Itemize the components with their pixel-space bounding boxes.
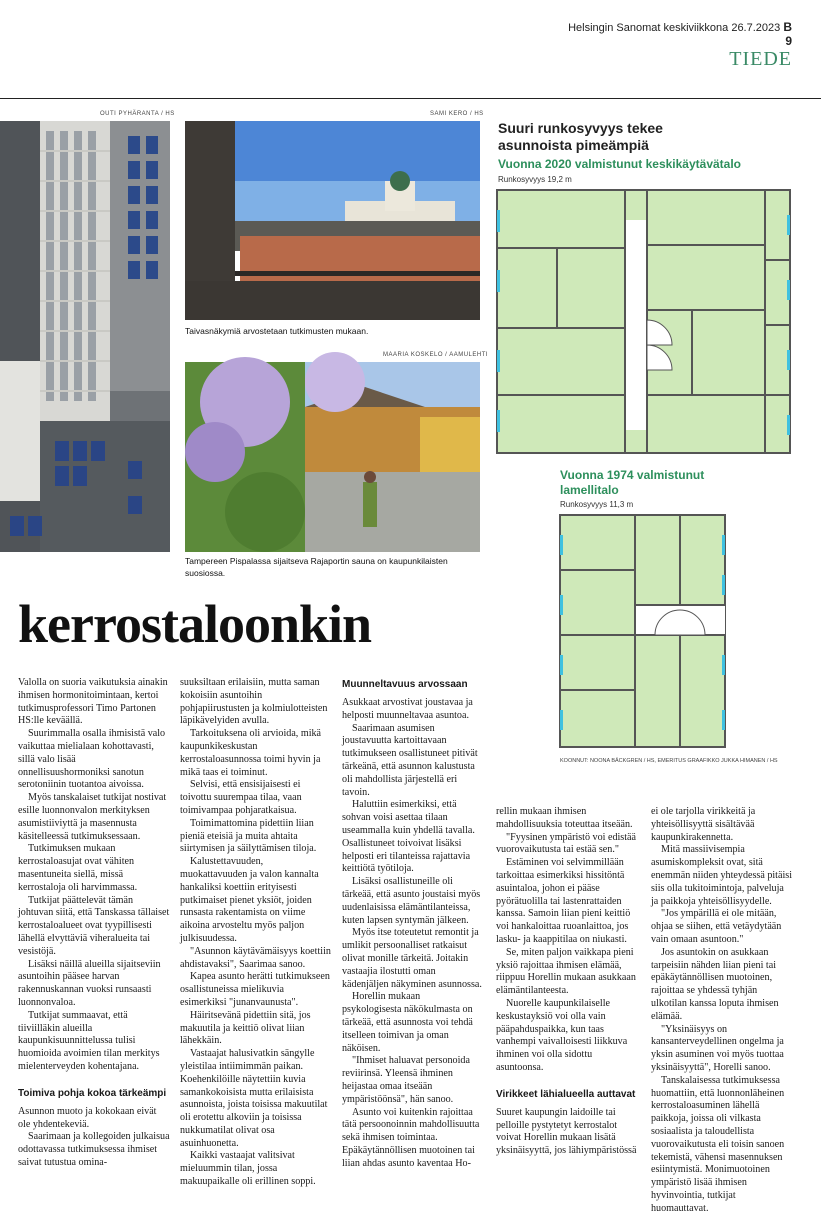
col4-p6: Suuret kaupungin laidoille tai pelloille pystytetyt kerrostalot voivat Horellin mukaan lisätä yksinäisyyttä, jos lähiympäristössä (496, 1106, 637, 1157)
section-label: TIEDE (729, 48, 792, 70)
col4-p3: Estäminen voi selvimmillään tarkoittaa esimerkiksi hissitöntä asuintaloa, johon ei pääse pyörätuolilla tai lastenrattaiden kanssa. Samoin liian pieni keittiö voi hankaloittaa ruoanlaittoa, jos lasku- ja kaappitilaa on niukasti. (496, 857, 631, 945)
col4-subheading: Virikkeet lähialueella auttavat (496, 1088, 636, 1100)
col5-p3: "Jos ympärillä ei ole mitään, ohjaa se siihen, että vetäydytään vain omaan asuntoon." (651, 908, 782, 945)
col5-p4: Jos asuntokin on asukkaan tarpeisiin nähden liian pieni tai epäkäytännöllisen muotoinen, rajoittaa se yhdessä tyhjän ulkotilan kanssa loputa ihmisen elämää. (651, 946, 779, 1022)
col2-p4: Toimimattomina pidettiin liian pieniä eteisiä ja muita ahtaita siirtymisen ja säilyttämisen tiloja. (180, 817, 317, 855)
article-column-1 (18, 677, 170, 1170)
col2-p3: Selvisi, että ensisijaisesti ei toivottu suurempaa tilaa, vaan toimivampaa pohjaratkaisua. (180, 779, 302, 816)
col2-p7: Kapea asunto herätti tutkimukseen osallistuneissa mielikuvia esimerkiksi "junanvaunusta". (180, 971, 330, 1008)
article-column-3 (342, 666, 482, 1170)
photo1-credit: OUTI PYHÄRANTA / HS (100, 111, 175, 117)
col3-p4: Lisäksi osallistuneille oli tärkeää, että asunto joustaisi myös uudenlaisissa elämäntilanteissa, kuten lapsen syntymän jälkeen. (342, 876, 481, 926)
col3-subheading: Muunneltavuus arvossaan (342, 679, 468, 690)
col2-p8: Häiritsevänä pidettiin sitä, jos makuutila ja keittiö olivat liian lähekkäin. (180, 1009, 311, 1047)
col1-p6: Lisäksi näillä alueilla sijaitseviin asuntoihin pääsee harvan rakennuskannan vuoksi runsaasti luonnonvaloa. (18, 958, 161, 1008)
col4-p5: Nuorelle kaupunkilaiselle keskustayksiö voi olla vain pääpahduspaikka, kun taas vanhempi vaivalloisesti liikkuva ihminen voi olla sidottu asuntoonsa. (496, 997, 628, 1073)
floorplan-1974 (560, 515, 725, 747)
col2-p2: Tarkoituksena oli arvioida, mikä kaupunkikeskustan kerrostaloasunnossa toimi hyvin ja mikä taas ei toiminut. (180, 728, 322, 778)
col1-p5: Tutkijat päättelevät tämän johtuvan siitä, että Tanskassa tällaiset kerrostaloalueet ovat tyypillisesti lähellä elvyttäviä viheralueita tai vesistöjä. (18, 894, 170, 957)
col1-p8: Asunnon muoto ja kokokaan eivät ole yhdentekeviä. (18, 1105, 157, 1130)
col1-p2: Suurimmalla osalla ihmisistä valo vaikuttaa mielialaan kohottavasti, sillä valo lisää onnellisuushormoniksi sanotun serotoniinin tuotantoa aivoissa. (18, 728, 166, 791)
infographic-sources: KOONNUT: NOONA BÄCKGREN / HS, EMERITUS GRAAFIKKO JUKKA HIMANEN / HS (560, 758, 778, 764)
col4-p1: rellin mukaan ihmisen mahdollisuuksia toteuttaa itseään. (496, 806, 633, 830)
col2-p5: Kalustettavuuden, muokattavuuden ja valon kannalta hankaliksi koettiin erityisesti putkimaiset pienet yksiöt, joiden runsasta rakentamista on viime aikoina arvosteltu myös paljon julkisuudessa. (180, 856, 319, 944)
masthead-text: Helsingin Sanomat keskiviikkona 26.7.2023 (568, 22, 781, 34)
masthead (560, 20, 792, 48)
col2-p10: Kaikki vastaajat valitsivat mieluummin tilan, jossa makuupaikalle oli erillinen soppi. (180, 1150, 316, 1188)
col5-p2: Mitä massiivisempia asumiskompleksit ovat, sitä enemmän niiden yhteydessä pitäisi siis olla tukitoimintoja, palveluja ja paikkoja yhteisöllisyydelle. (651, 844, 792, 907)
col3-p7: "Ihmiset haluavat personoida reviirinsä. Yleensä ihminen heijastaa omaa itseään ympäristöönsä", hän sanoo. (342, 1055, 470, 1105)
floorplan-2020 (497, 190, 790, 453)
col5-p6: Tanskalaisessa tutkimuksessa huomattiin, että luonnonläheinen kerrostaloasuminen lähellä paikkoja, joissa oli vilkasta sosiaalista ja taloudellista vuorovaikutusta eli toisin sanoen tekemistä, vähensi masennuksen esiintymistä. Monimuotoinen ympäristö lisää ihmisen hyvinvointia, tutkijat huomauttavat. (651, 1074, 785, 1214)
photo3-credit: MAARIA KOSKELO / AAMULEHTI (383, 352, 489, 358)
article-column-4 (496, 806, 638, 1158)
col1-p7: Tutkijat summaavat, että tiiviilläkin alueilla kaupunkisuunnittelussa tulisi huomioida avoimien tilan merkitys mielenterveyden kohentajana. (18, 1009, 160, 1072)
col5-p1: ei ole tarjolla virikkeitä ja yhteisöllisyyttä sisältävää kaupunkirakennetta. (651, 806, 756, 843)
photo2-credit: SAMI KERO / HS (430, 111, 484, 117)
col1-p3: Myös tanskalaiset tutkijat nostivat esille luonnonvalon merkityksen asumistiiviyttä ja masennusta käsitelleessä tutkimuksessaan. (18, 792, 167, 842)
article-column-5 (651, 806, 793, 1216)
col3-p8: Asunto voi kuitenkin rajoittaa tätä persoonoinnin mahdollisuutta sekä ihmisen toimintaa. Epäkäytännöllisen muotoinen tai liian ahdas asunto kaventaa Ho- (342, 1106, 480, 1169)
col3-p2: Saarimaan asumisen joustavuutta kartoittavaan tutkimukseen osallistuneet pitivät tärkeänä, että asunnon kalustusta oli mahdollista järjestellä eri tavoin. (342, 722, 478, 798)
col4-p4: Se, miten paljon vaikkapa pieni yksiö rajoittaa ihmisen elämää, riippuu Horellin mukaan asukkaan elämäntilanteesta. (496, 946, 636, 997)
col3-p5: Myös itse toteutetut remontit ja umlikit persoonalliset ratkaisut olivat monille tärkeitä. Joitakin vastaajia ilostutti oman kädenjäljen näkyminen asunnossa. (342, 927, 482, 990)
infographic-title: Suuri runkosyvyys tekee asunnoista pimeämpiä (498, 120, 663, 153)
plan1-depth: Runkosyvyys 19,2 m (498, 175, 572, 184)
photo-aerial-building (0, 121, 170, 552)
col2-p9: Vastaajat halusivatkin sängylle yleistilaa intiimimmän paikan. Koehenkilöille näytettiin kuvia samankokoisista mutta erilaisista asunnoista, joista toisissa makuutilat oli erotettu alkoviin ja toisissa nukkumatilat olivat osa asuinhuonetta. (180, 1048, 328, 1149)
col1-p4: Tutkimuksen mukaan kerrostaloasujat ovat vähiten masentuneita siellä, missä kerrostaloja oli harvimmassa. (18, 843, 138, 893)
col1-p1: Valolla on suoria vaikutuksia ainakin ihmisen hormonitoimintaan, kertoi tutkimusprofessori Timo Partonen HS:lle keväällä. (18, 677, 168, 727)
page-number: B 9 (783, 20, 792, 48)
plan2-depth: Runkosyvyys 11,3 m (560, 500, 634, 509)
col5-p5: "Yksinäisyys on kansanterveydellinen ongelma ja yksin asuminen voi myös tuottaa yksinäisyyttä", Horelli sanoo. (651, 1023, 784, 1073)
col3-p6: Horellin mukaan psykologisesta näkökulmasta on tärkeää, että asunnosta voi tehdä itselleen toimivan ja oman näköisen. (342, 991, 473, 1054)
photo2-caption: Taivasnäkymiä arvostetaan tutkimusten mukaan. (185, 326, 369, 336)
headline: kerrostaloonkin (18, 594, 372, 654)
col1-subheading: Toimiva pohja kokoa tärkeämpi (18, 1087, 167, 1099)
plan1-title: Vuonna 2020 valmistunut keskikäytävätalo (498, 157, 741, 171)
col3-p3: Haluttiin esimerkiksi, että sohvan voisi asettaa tilaan useammalla kuin yhdellä tavalla. Osallistuneet toivoivat lisäksi helposti eri tilanteissa rajattavia keittiötä työtiloja. (342, 799, 475, 875)
col2-p1: suuksiltaan erilaisiin, mutta saman kokoisiin asuntoihin pohjapiirustusten ja kolmiulotteisten läpikävelyiden avulla. (180, 677, 328, 727)
photo-lilac-sauna (185, 362, 480, 552)
top-rule (0, 98, 821, 99)
article-column-2 (180, 677, 332, 1189)
photo3-caption: Tampereen Pispalassa sijaitseva Rajaportin sauna on kaupunkilaisten suosiossa. (185, 556, 448, 578)
col3-p1: Asukkaat arvostivat joustavaa ja helposti muunneltavaa asuntoa. (342, 697, 473, 721)
plan2-title: Vuonna 1974 valmistunut lamellitalo (560, 468, 705, 497)
photo-skyline (185, 121, 480, 320)
col4-p2: "Fyysinen ympäristö voi edistää vuorovaikutusta tai estää sen." (496, 831, 636, 856)
col2-p6: "Asunnon käytävämäisyys koettiin ahdistavaksi", Saarimaa sanoo. (180, 945, 331, 970)
col1-p9: Saarimaan ja kollegoiden julkaisua odottavassa tutkimuksessa ihmiset saivat tutustua omina- (18, 1131, 170, 1168)
